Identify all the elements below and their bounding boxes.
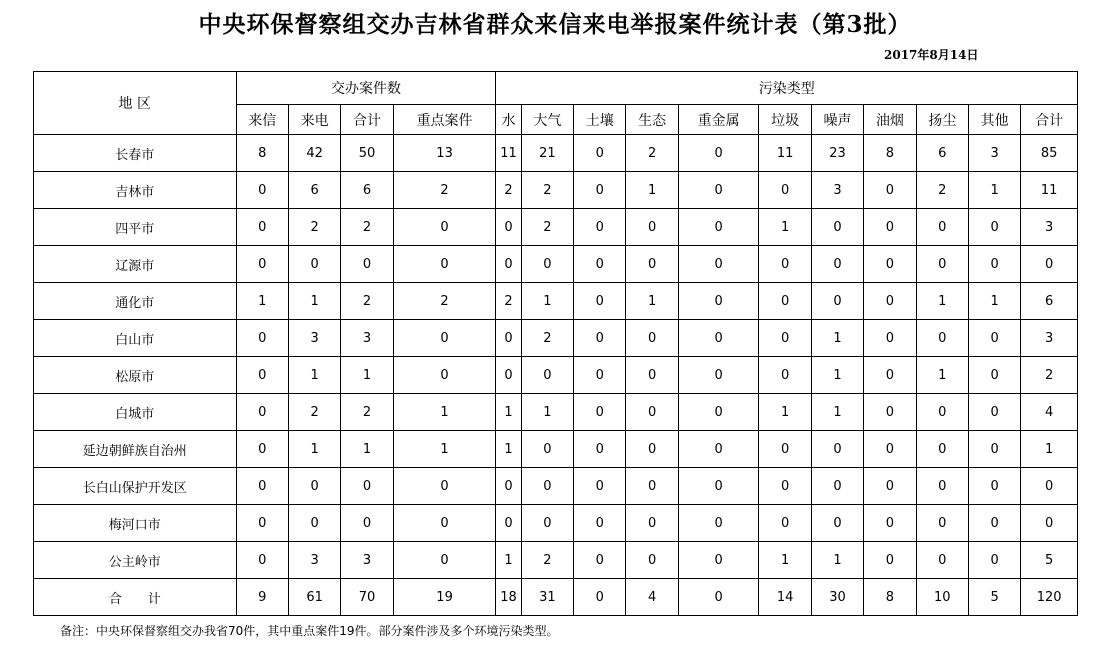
value-cell: 0: [574, 172, 626, 209]
table-row: [34, 172, 1078, 209]
value-cell: 18: [496, 579, 521, 616]
value-cell: 0: [574, 283, 626, 320]
value-cell: 0: [916, 246, 968, 283]
value-cell: 0: [968, 246, 1020, 283]
value-cell: 0: [574, 246, 626, 283]
value-cell: 0: [626, 431, 678, 468]
pollution-group-header: 污染类型: [496, 72, 1078, 105]
value-cell: 1: [916, 357, 968, 394]
region-cell: 合 计: [34, 579, 237, 616]
value-cell: 0: [574, 505, 626, 542]
table-row: [34, 283, 1078, 320]
value-cell: 0: [759, 283, 811, 320]
value-cell: 2: [916, 172, 968, 209]
value-cell: 3: [1021, 320, 1078, 357]
value-cell: 0: [916, 209, 968, 246]
table-row: [34, 357, 1078, 394]
value-cell: 0: [288, 246, 340, 283]
value-cell: 0: [864, 542, 916, 579]
value-cell: 2: [626, 135, 678, 172]
value-cell: 0: [521, 431, 573, 468]
value-cell: 0: [496, 246, 521, 283]
value-cell: 0: [496, 505, 521, 542]
value-cell: 0: [393, 209, 496, 246]
value-cell: 50: [341, 135, 393, 172]
value-cell: 0: [574, 542, 626, 579]
value-cell: 0: [811, 209, 863, 246]
value-cell: 0: [236, 209, 288, 246]
pollution-col-header: 合计: [1021, 105, 1078, 135]
table-row: [34, 246, 1078, 283]
value-cell: 0: [626, 394, 678, 431]
value-cell: 0: [678, 431, 759, 468]
value-cell: 0: [1021, 468, 1078, 505]
pollution-col-header: 其他: [968, 105, 1020, 135]
value-cell: 1: [341, 431, 393, 468]
value-cell: 0: [393, 320, 496, 357]
value-cell: 0: [236, 246, 288, 283]
value-cell: 1: [968, 283, 1020, 320]
value-cell: 11: [1021, 172, 1078, 209]
value-cell: 1: [288, 283, 340, 320]
table-row: [34, 468, 1078, 505]
value-cell: 0: [574, 431, 626, 468]
value-cell: 0: [341, 468, 393, 505]
value-cell: 14: [759, 579, 811, 616]
value-cell: 0: [574, 579, 626, 616]
pollution-col-header: 油烟: [864, 105, 916, 135]
pollution-col-header: 噪声: [811, 105, 863, 135]
value-cell: 0: [574, 135, 626, 172]
value-cell: 1: [521, 283, 573, 320]
value-cell: 0: [341, 505, 393, 542]
value-cell: 0: [393, 542, 496, 579]
value-cell: 0: [968, 394, 1020, 431]
value-cell: 1: [759, 394, 811, 431]
cases-group-header: 交办案件数: [236, 72, 496, 105]
value-cell: 9: [236, 579, 288, 616]
value-cell: 0: [864, 505, 916, 542]
cases-col-header: 来电: [288, 105, 340, 135]
value-cell: 0: [626, 209, 678, 246]
value-cell: 6: [288, 172, 340, 209]
value-cell: 2: [521, 209, 573, 246]
value-cell: 3: [288, 320, 340, 357]
value-cell: 0: [759, 505, 811, 542]
value-cell: 0: [811, 246, 863, 283]
value-cell: 6: [341, 172, 393, 209]
value-cell: 1: [626, 172, 678, 209]
value-cell: 0: [864, 209, 916, 246]
value-cell: 0: [678, 505, 759, 542]
cases-col-header: 来信: [236, 105, 288, 135]
value-cell: 1: [968, 172, 1020, 209]
value-cell: 2: [341, 209, 393, 246]
value-cell: 0: [626, 542, 678, 579]
value-cell: 1: [496, 394, 521, 431]
value-cell: 0: [393, 357, 496, 394]
value-cell: 0: [968, 357, 1020, 394]
region-cell: 白城市: [34, 394, 237, 431]
value-cell: 1: [916, 283, 968, 320]
pollution-col-header: 生态: [626, 105, 678, 135]
region-cell: 梅河口市: [34, 505, 237, 542]
value-cell: 21: [521, 135, 573, 172]
value-cell: 1: [759, 209, 811, 246]
value-cell: 0: [864, 468, 916, 505]
value-cell: 0: [521, 505, 573, 542]
value-cell: 2: [288, 209, 340, 246]
value-cell: 0: [864, 246, 916, 283]
value-cell: 0: [574, 320, 626, 357]
value-cell: 23: [811, 135, 863, 172]
value-cell: 0: [288, 468, 340, 505]
region-cell: 长白山保护开发区: [34, 468, 237, 505]
value-cell: 0: [626, 320, 678, 357]
value-cell: 0: [759, 320, 811, 357]
value-cell: 2: [521, 172, 573, 209]
value-cell: 1: [496, 542, 521, 579]
value-cell: 0: [236, 505, 288, 542]
value-cell: 120: [1021, 579, 1078, 616]
value-cell: 2: [393, 172, 496, 209]
value-cell: 1: [288, 357, 340, 394]
pollution-col-header: 扬尘: [916, 105, 968, 135]
value-cell: 2: [341, 283, 393, 320]
value-cell: 0: [341, 246, 393, 283]
value-cell: 30: [811, 579, 863, 616]
value-cell: 4: [626, 579, 678, 616]
value-cell: 1: [811, 394, 863, 431]
value-cell: 2: [341, 394, 393, 431]
total-row: [34, 579, 1078, 616]
value-cell: 0: [678, 468, 759, 505]
value-cell: 11: [496, 135, 521, 172]
pollution-col-header: 垃圾: [759, 105, 811, 135]
value-cell: 1: [496, 431, 521, 468]
value-cell: 1: [626, 283, 678, 320]
value-cell: 70: [341, 579, 393, 616]
value-cell: 13: [393, 135, 496, 172]
value-cell: 61: [288, 579, 340, 616]
value-cell: 0: [574, 209, 626, 246]
value-cell: 2: [288, 394, 340, 431]
value-cell: 1: [811, 542, 863, 579]
value-cell: 0: [678, 394, 759, 431]
value-cell: 0: [968, 468, 1020, 505]
value-cell: 0: [811, 468, 863, 505]
value-cell: 2: [1021, 357, 1078, 394]
table-row: [34, 209, 1078, 246]
value-cell: 0: [574, 357, 626, 394]
value-cell: 0: [393, 246, 496, 283]
table-row: [34, 320, 1078, 357]
value-cell: 0: [811, 431, 863, 468]
value-cell: 0: [496, 468, 521, 505]
value-cell: 0: [496, 209, 521, 246]
value-cell: 0: [864, 431, 916, 468]
region-cell: 辽源市: [34, 246, 237, 283]
value-cell: 0: [968, 431, 1020, 468]
value-cell: 0: [968, 505, 1020, 542]
value-cell: 42: [288, 135, 340, 172]
value-cell: 0: [864, 172, 916, 209]
region-cell: 延边朝鲜族自治州: [34, 431, 237, 468]
value-cell: 0: [678, 579, 759, 616]
value-cell: 0: [968, 320, 1020, 357]
value-cell: 1: [341, 357, 393, 394]
value-cell: 0: [574, 468, 626, 505]
value-cell: 0: [916, 468, 968, 505]
region-cell: 白山市: [34, 320, 237, 357]
value-cell: 0: [236, 542, 288, 579]
value-cell: 0: [496, 357, 521, 394]
value-cell: 0: [678, 283, 759, 320]
report-date: 2017年8月14日: [884, 48, 979, 62]
value-cell: 19: [393, 579, 496, 616]
value-cell: 3: [811, 172, 863, 209]
value-cell: 0: [1021, 246, 1078, 283]
region-cell: 吉林市: [34, 172, 237, 209]
pollution-col-header: 大气: [521, 105, 573, 135]
value-cell: 1: [393, 394, 496, 431]
value-cell: 0: [916, 505, 968, 542]
pollution-col-header: 重金属: [678, 105, 759, 135]
value-cell: 0: [236, 357, 288, 394]
region-cell: 公主岭市: [34, 542, 237, 579]
value-cell: 0: [864, 357, 916, 394]
value-cell: 0: [236, 394, 288, 431]
value-cell: 0: [678, 542, 759, 579]
value-cell: 0: [811, 283, 863, 320]
value-cell: 0: [916, 394, 968, 431]
value-cell: 0: [916, 542, 968, 579]
value-cell: 2: [521, 542, 573, 579]
region-header: 地 区: [34, 72, 237, 135]
region-cell: 松原市: [34, 357, 237, 394]
value-cell: 3: [1021, 209, 1078, 246]
value-cell: 8: [864, 135, 916, 172]
value-cell: 1: [288, 431, 340, 468]
value-cell: 2: [496, 283, 521, 320]
value-cell: 0: [236, 172, 288, 209]
value-cell: 3: [968, 135, 1020, 172]
value-cell: 4: [1021, 394, 1078, 431]
value-cell: 1: [759, 542, 811, 579]
value-cell: 0: [236, 468, 288, 505]
value-cell: 1: [521, 394, 573, 431]
value-cell: 0: [678, 135, 759, 172]
pollution-col-header: 土壤: [574, 105, 626, 135]
value-cell: 3: [341, 320, 393, 357]
value-cell: 10: [916, 579, 968, 616]
value-cell: 0: [678, 357, 759, 394]
value-cell: 0: [864, 283, 916, 320]
value-cell: 0: [678, 209, 759, 246]
value-cell: 1: [236, 283, 288, 320]
report-title: 中央环保督察组交办吉林省群众来信来电举报案件统计表（第3批）: [198, 11, 912, 38]
value-cell: 0: [968, 209, 1020, 246]
value-cell: 8: [864, 579, 916, 616]
value-cell: 0: [236, 320, 288, 357]
pollution-col-header: 水: [496, 105, 521, 135]
value-cell: 1: [811, 320, 863, 357]
value-cell: 0: [678, 246, 759, 283]
value-cell: 0: [1021, 505, 1078, 542]
value-cell: 31: [521, 579, 573, 616]
value-cell: 0: [864, 320, 916, 357]
table-row: [34, 542, 1078, 579]
value-cell: 85: [1021, 135, 1078, 172]
value-cell: 6: [916, 135, 968, 172]
table-row: [34, 431, 1078, 468]
value-cell: 0: [288, 505, 340, 542]
value-cell: 0: [393, 505, 496, 542]
value-cell: 0: [968, 542, 1020, 579]
value-cell: 0: [759, 246, 811, 283]
footnote: 备注：中央环保督察组交办我省70件，其中重点案件19件。部分案件涉及多个环境污染类型。: [60, 624, 559, 638]
value-cell: 0: [626, 468, 678, 505]
value-cell: 0: [759, 431, 811, 468]
value-cell: 8: [236, 135, 288, 172]
value-cell: 0: [916, 320, 968, 357]
value-cell: 0: [521, 357, 573, 394]
value-cell: 2: [393, 283, 496, 320]
value-cell: 0: [759, 357, 811, 394]
value-cell: 0: [521, 246, 573, 283]
cases-col-header: 重点案件: [393, 105, 496, 135]
value-cell: 3: [341, 542, 393, 579]
value-cell: 0: [678, 172, 759, 209]
value-cell: 0: [759, 468, 811, 505]
table-row: [34, 505, 1078, 542]
cases-col-header: 合计: [341, 105, 393, 135]
value-cell: 11: [759, 135, 811, 172]
value-cell: 0: [236, 431, 288, 468]
value-cell: 0: [521, 468, 573, 505]
value-cell: 0: [864, 394, 916, 431]
table-row: [34, 135, 1078, 172]
value-cell: 0: [811, 505, 863, 542]
value-cell: 5: [968, 579, 1020, 616]
value-cell: 3: [288, 542, 340, 579]
value-cell: 0: [626, 505, 678, 542]
table-row: [34, 394, 1078, 431]
region-cell: 长春市: [34, 135, 237, 172]
value-cell: 0: [759, 172, 811, 209]
value-cell: 0: [574, 394, 626, 431]
value-cell: 0: [678, 320, 759, 357]
value-cell: 1: [1021, 431, 1078, 468]
value-cell: 5: [1021, 542, 1078, 579]
value-cell: 1: [393, 431, 496, 468]
value-cell: 0: [916, 431, 968, 468]
value-cell: 0: [496, 320, 521, 357]
value-cell: 2: [496, 172, 521, 209]
region-cell: 通化市: [34, 283, 237, 320]
value-cell: 0: [393, 468, 496, 505]
value-cell: 0: [626, 357, 678, 394]
statistics-table: [33, 71, 1078, 616]
value-cell: 6: [1021, 283, 1078, 320]
value-cell: 0: [626, 246, 678, 283]
region-cell: 四平市: [34, 209, 237, 246]
value-cell: 1: [811, 357, 863, 394]
value-cell: 2: [521, 320, 573, 357]
